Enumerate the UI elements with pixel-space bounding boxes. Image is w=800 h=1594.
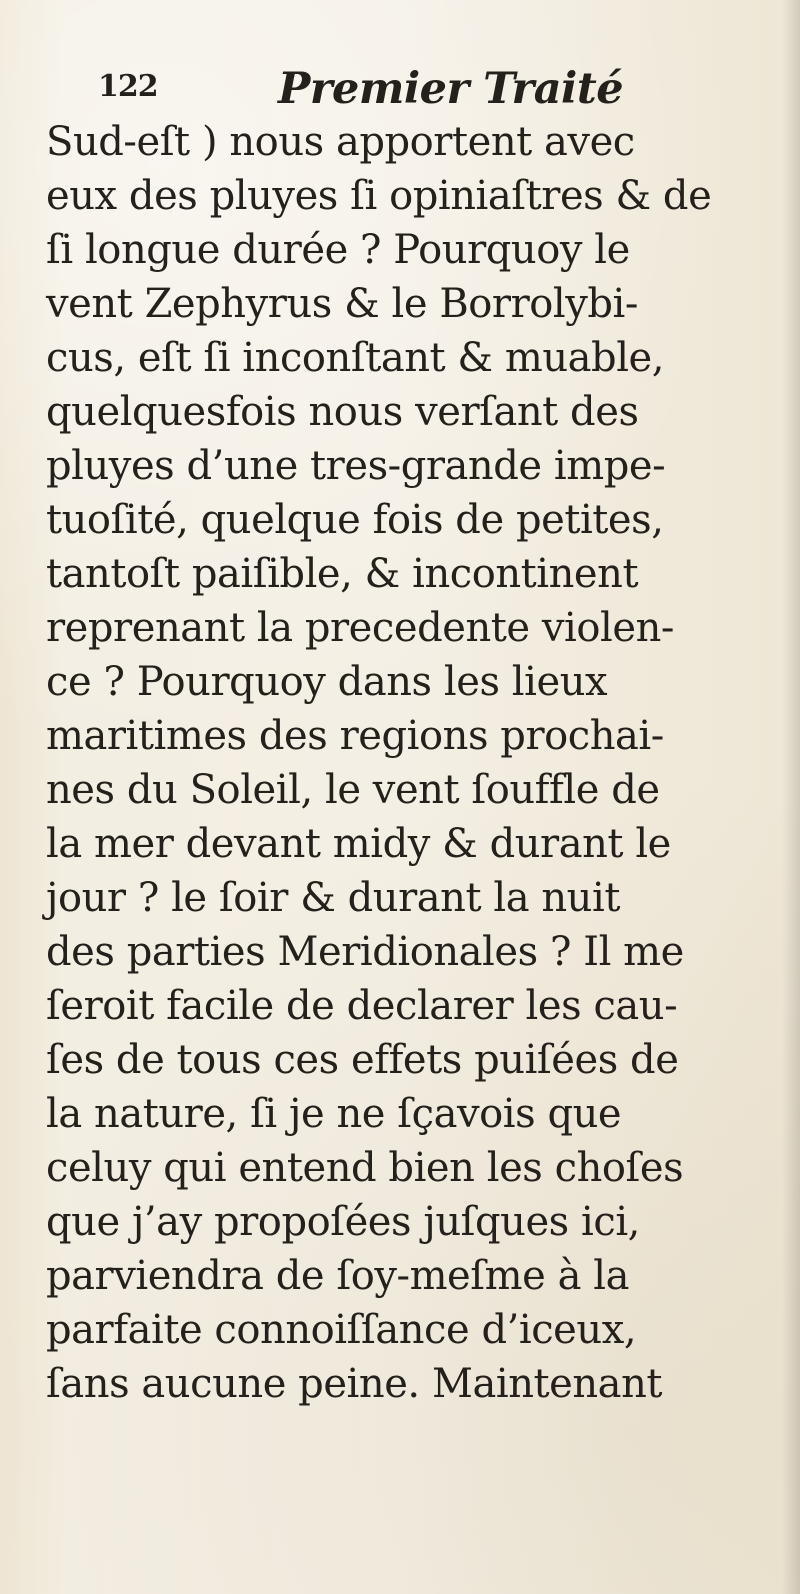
text-line: reprenant la precedente violen- <box>46 605 674 651</box>
text-line: pluyes d’une tres-grande impe- <box>46 443 666 489</box>
text-line: ſi longue durée ? Pourquoy le <box>46 227 630 273</box>
text-line: la nature, ſi je ne ſçavois que <box>46 1091 622 1137</box>
text-line: quelquesfois nous verſant des <box>46 389 639 435</box>
text-line: parviendra de ſoy-meſme à la <box>46 1253 630 1299</box>
text-line: parfaite connoiſſance d’iceux, <box>46 1307 637 1353</box>
text-line: que j’ay propoſées juſques ici, <box>46 1199 640 1245</box>
text-line: vent Zephyrus & le Borrolybi- <box>46 281 638 327</box>
text-line: maritimes des regions prochai- <box>46 713 664 759</box>
text-line: ſes de tous ces effets puiſées de <box>46 1037 679 1083</box>
page-number: 122 <box>98 69 158 104</box>
text-line: celuy qui entend bien les choſes <box>46 1145 684 1191</box>
text-line: tantoſt paiſible, & incontinent <box>46 551 639 597</box>
text-line: eux des pluyes ſi opiniaſtres & de <box>46 173 712 219</box>
main-text-block <box>46 116 766 1576</box>
page-edge-shadow <box>782 0 800 1594</box>
text-line: Sud-eſt ) nous apportent avec <box>46 119 635 165</box>
text-line: nes du Soleil, le vent ſouffle de <box>46 767 660 813</box>
text-line: ce ? Pourquoy dans les lieux <box>46 659 608 705</box>
text-line: cus, eſt ſi inconſtant & muable, <box>46 335 665 381</box>
text-line: tuoſité, quelque fois de petites, <box>46 497 664 543</box>
text-line: jour ? le ſoir & durant la nuit <box>46 875 620 921</box>
text-line: ſeroit facile de declarer les cau- <box>46 983 678 1029</box>
text-line: des parties Meridionales ? Il me <box>46 929 684 975</box>
text-line: la mer devant midy & durant le <box>46 821 671 867</box>
running-title: Premier Traité <box>278 64 624 114</box>
text-line: ſans aucune peine. Maintenant <box>46 1361 663 1407</box>
